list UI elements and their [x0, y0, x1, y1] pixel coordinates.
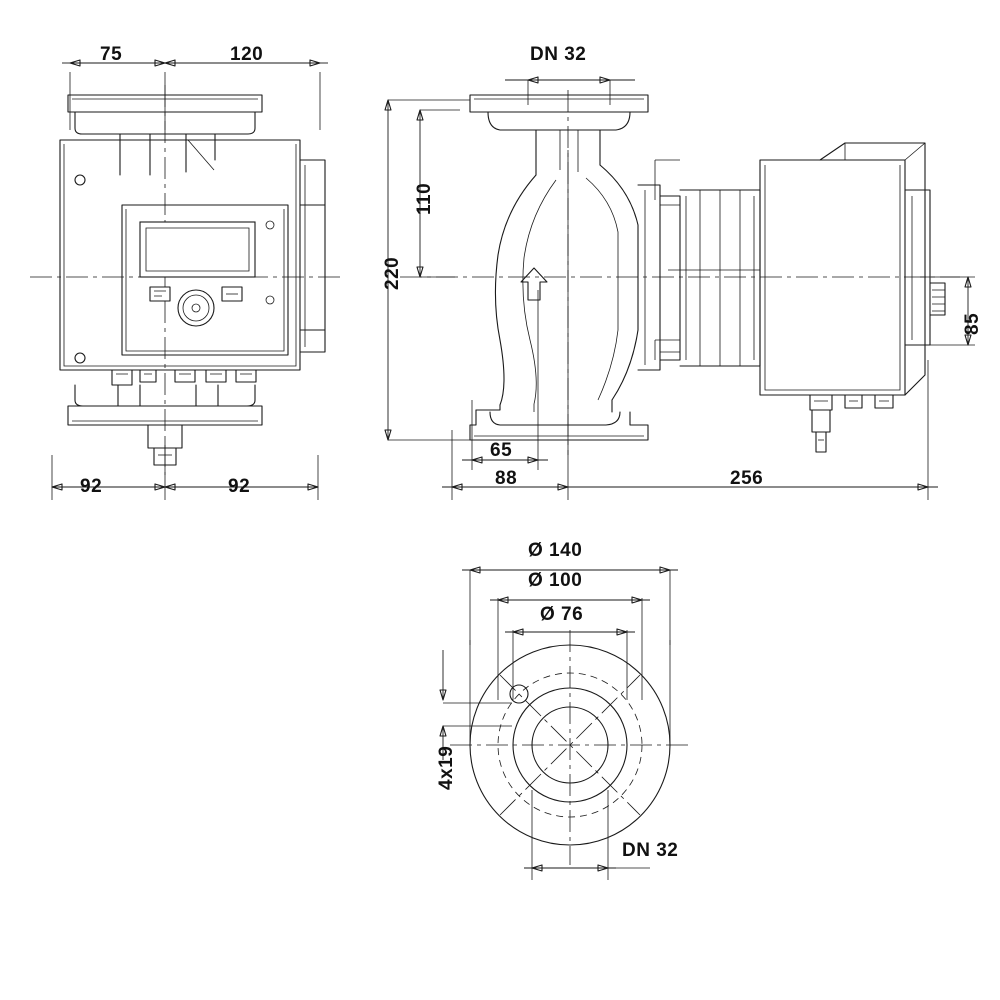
dim-front-top-right: 120: [230, 44, 264, 65]
dim-flange-bolt-holes: 4x19: [436, 745, 457, 790]
dim-side-total-length: 256: [730, 468, 764, 489]
side-view-geometry: [385, 77, 975, 500]
dim-side-total-height: 220: [382, 256, 403, 290]
dim-side-motor-height: 85: [962, 312, 983, 335]
dim-flange-inner-diameter: Ø 76: [540, 604, 584, 625]
dim-flange-dn: DN 32: [622, 840, 679, 861]
front-view-geometry: [30, 60, 345, 500]
dim-side-flange-spacing: 65: [490, 440, 513, 461]
dim-front-bottom-left: 92: [80, 476, 103, 497]
dim-side-height-axis: 110: [414, 182, 435, 215]
dim-front-bottom-right: 92: [228, 476, 251, 497]
dim-side-inlet-width: 88: [495, 468, 518, 489]
dim-flange-outer-diameter: Ø 140: [528, 540, 583, 561]
dim-front-top-left: 75: [100, 44, 123, 65]
dim-side-dn: DN 32: [530, 44, 587, 65]
dim-flange-bolt-circle: Ø 100: [528, 570, 583, 591]
